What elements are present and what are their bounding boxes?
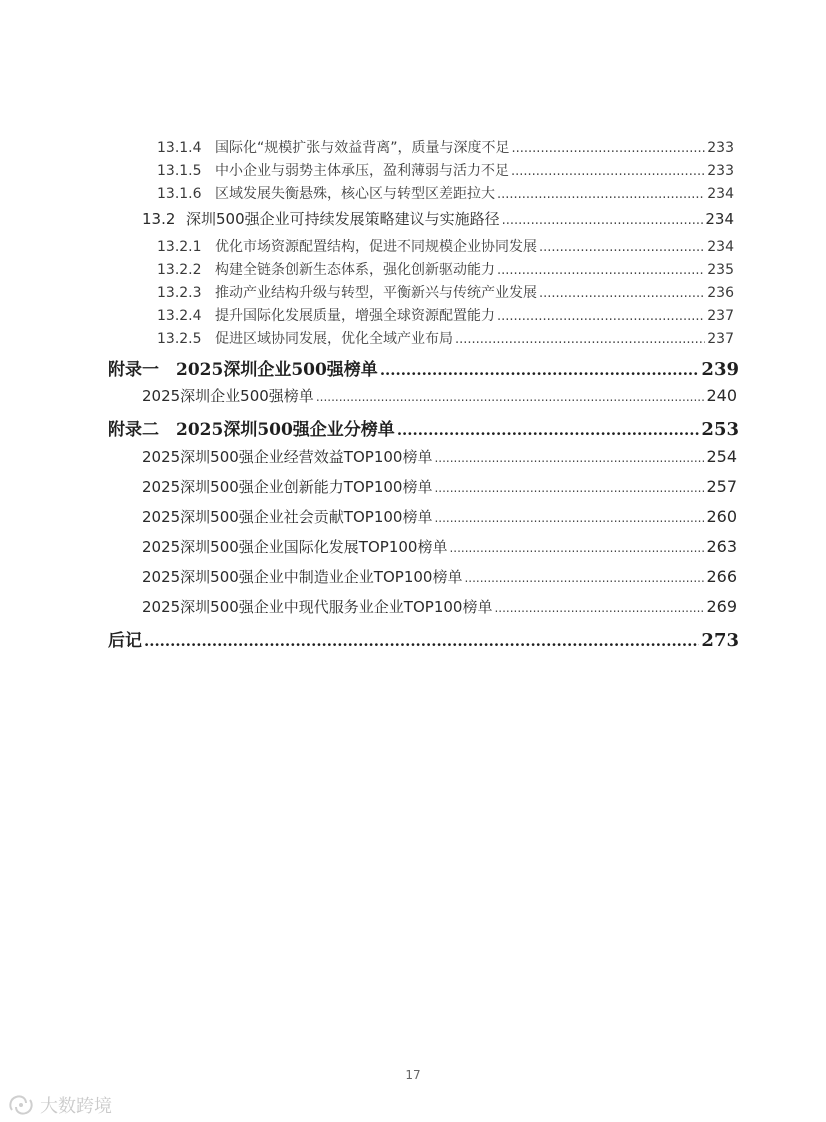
dot-leader bbox=[434, 481, 704, 495]
section-title: 构建全链条创新生态体系，强化创新驱动能力 bbox=[215, 262, 495, 278]
section-title: 后记 bbox=[108, 631, 142, 651]
section-number: 13.2.2 bbox=[157, 262, 202, 278]
section-title: 2025深圳500强企业中现代服务业企业TOP100榜单 bbox=[142, 598, 493, 616]
dot-leader bbox=[494, 601, 704, 615]
page-number: 235 bbox=[707, 262, 734, 278]
toc-entry-afterword[interactable] bbox=[108, 626, 739, 651]
dot-leader bbox=[455, 332, 705, 347]
section-number: 13.1.5 bbox=[157, 163, 202, 179]
toc-entry-appendix-2-item[interactable] bbox=[142, 596, 737, 617]
watermark-text: 大数跨境 bbox=[40, 1096, 112, 1117]
page-number: 273 bbox=[701, 630, 739, 651]
dot-leader bbox=[511, 164, 705, 179]
toc-entry-appendix-2-item[interactable] bbox=[142, 536, 737, 557]
dot-leader bbox=[497, 309, 705, 324]
toc-entry-13-1-4[interactable] bbox=[157, 137, 734, 157]
toc-entry-13-1-6[interactable] bbox=[157, 183, 734, 203]
section-title: 2025深圳500强企业创新能力TOP100榜单 bbox=[142, 478, 433, 496]
page-number: 234 bbox=[707, 239, 734, 255]
brand-logo-icon bbox=[8, 1094, 34, 1116]
dot-leader bbox=[434, 451, 704, 465]
section-title: 提升国际化发展质量，增强全球资源配置能力 bbox=[215, 308, 495, 324]
page-number: 236 bbox=[707, 285, 734, 301]
dot-leader bbox=[397, 421, 700, 439]
section-title: 推动产业结构升级与转型，平衡新兴与传统产业发展 bbox=[215, 285, 537, 301]
toc-entry-13-2-4[interactable] bbox=[157, 305, 734, 325]
section-number: 13.2.1 bbox=[157, 239, 202, 255]
toc-entry-13-2-1[interactable] bbox=[157, 236, 734, 256]
toc-entry-appendix-2[interactable] bbox=[108, 415, 739, 440]
toc-entry-13-2-2[interactable] bbox=[157, 259, 734, 279]
page-number: 237 bbox=[707, 308, 734, 324]
page-number: 234 bbox=[707, 186, 734, 202]
dot-leader bbox=[449, 541, 704, 555]
section-title: 中小企业与弱势主体承压，盈利薄弱与活力不足 bbox=[215, 163, 509, 179]
section-title: 2025深圳500强企业经营效益TOP100榜单 bbox=[142, 448, 433, 466]
section-title: 2025深圳500强企业社会贡献TOP100榜单 bbox=[142, 508, 433, 526]
page-number: 233 bbox=[707, 140, 734, 156]
toc-entry-13-2[interactable] bbox=[142, 208, 734, 229]
toc-entry-appendix-1-list[interactable] bbox=[142, 385, 737, 406]
dot-leader bbox=[464, 571, 704, 585]
page-number: 240 bbox=[706, 386, 737, 405]
page-number: 233 bbox=[707, 163, 734, 179]
toc-entry-appendix-2-item[interactable] bbox=[142, 476, 737, 497]
section-title: 2025深圳500强企业中制造业企业TOP100榜单 bbox=[142, 568, 463, 586]
section-number: 13.2 bbox=[142, 210, 176, 228]
page-number: 234 bbox=[705, 210, 734, 228]
section-number: 13.2.5 bbox=[157, 331, 202, 347]
dot-leader bbox=[512, 141, 706, 156]
page-number: 254 bbox=[706, 447, 737, 466]
toc-entry-appendix-1[interactable] bbox=[108, 355, 739, 380]
section-number: 13.2.3 bbox=[157, 285, 202, 301]
section-number: 13.2.4 bbox=[157, 308, 202, 324]
section-title: 区域发展失衡悬殊，核心区与转型区差距拉大 bbox=[215, 186, 495, 202]
section-number: 13.1.6 bbox=[157, 186, 202, 202]
dot-leader bbox=[539, 286, 705, 301]
page-number: 257 bbox=[706, 477, 737, 496]
dot-leader bbox=[502, 213, 704, 228]
section-title: 深圳500强企业可持续发展策略建议与实施路径 bbox=[186, 210, 500, 228]
section-title: 附录一 2025深圳企业500强榜单 bbox=[108, 360, 378, 380]
toc-entry-appendix-2-item[interactable] bbox=[142, 566, 737, 587]
toc-entry-13-2-3[interactable] bbox=[157, 282, 734, 302]
page-number: 263 bbox=[706, 537, 737, 556]
dot-leader bbox=[497, 263, 705, 278]
page-number: 269 bbox=[706, 597, 737, 616]
page-number: 253 bbox=[701, 419, 739, 440]
toc-entry-appendix-2-item[interactable] bbox=[142, 506, 737, 527]
toc-entry-13-1-5[interactable] bbox=[157, 160, 734, 180]
section-title: 2025深圳企业500强榜单 bbox=[142, 387, 314, 405]
dot-leader bbox=[539, 240, 705, 255]
toc-entry-appendix-2-item[interactable] bbox=[142, 446, 737, 467]
section-title: 2025深圳500强企业国际化发展TOP100榜单 bbox=[142, 538, 448, 556]
section-title: 优化市场资源配置结构，促进不同规模企业协同发展 bbox=[215, 239, 537, 255]
toc-entry-13-2-5[interactable] bbox=[157, 328, 734, 348]
dot-leader bbox=[316, 390, 705, 404]
page-number: 260 bbox=[706, 507, 737, 526]
section-title: 促进区域协同发展，优化全域产业布局 bbox=[215, 331, 453, 347]
watermark bbox=[8, 1092, 112, 1118]
page-footer-number: 17 bbox=[405, 1068, 421, 1082]
section-title: 附录二 2025深圳500强企业分榜单 bbox=[108, 420, 395, 440]
section-number: 13.1.4 bbox=[157, 140, 202, 156]
dot-leader bbox=[144, 632, 699, 650]
dot-leader bbox=[497, 187, 705, 202]
dot-leader bbox=[434, 511, 704, 525]
dot-leader bbox=[380, 361, 700, 379]
page-number: 266 bbox=[706, 567, 737, 586]
page-number: 239 bbox=[701, 359, 739, 380]
page-number: 237 bbox=[707, 331, 734, 347]
section-title: 国际化“规模扩张与效益背离”，质量与深度不足 bbox=[215, 140, 510, 156]
